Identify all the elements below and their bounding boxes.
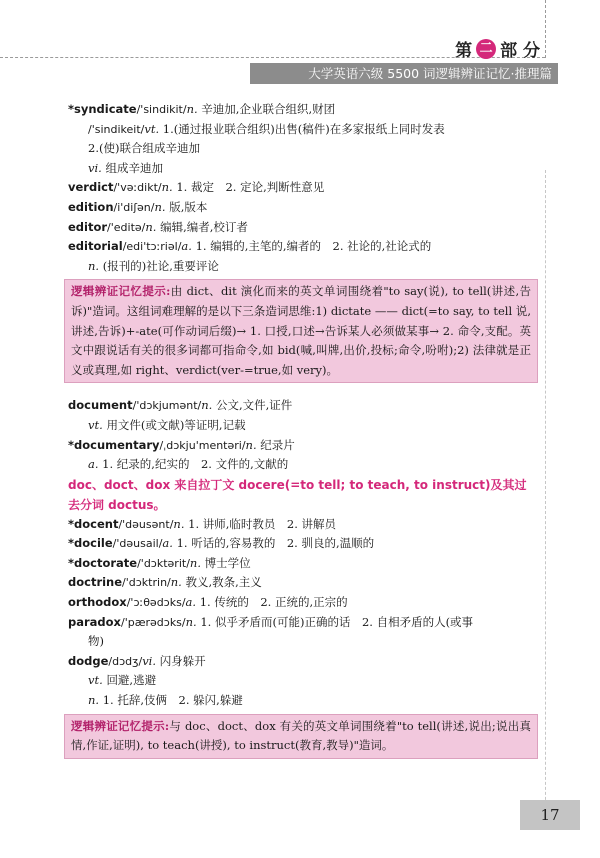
pronunciation: /'dəusail/ <box>112 537 163 551</box>
part-of-speech: n. <box>154 199 166 214</box>
entry-group-doc <box>68 515 538 711</box>
part-of-speech: vt. <box>88 673 103 688</box>
definition: 闪身躲开 <box>159 653 206 668</box>
dictionary-entry-line <box>68 554 538 574</box>
part-of-speech: n. <box>186 102 198 116</box>
part-of-speech: vt. <box>88 417 103 432</box>
dictionary-entry-line <box>68 237 538 257</box>
tip-text: 由 dict、dit 演化而来的英文单词围绕着"to say(说), to tell(讲述,告诉)"造词。这组词难理解的是以下三条造词思维:1) dictate —— dict(=to say, to tell 说,讲述,告诉)+-ate(可作动词后缀)→ 1. 口授,口述→告诉某人必须做某事→ 2. 命令,支配。英文中跟说话有关的很多词都可指命令,如 bid(喊,叫牌,出价,投标;命令,吩咐);2) 法律就是正义或真理,如 right、verdict(ver-=true,如 very)。 <box>71 284 531 377</box>
definition: 1. 听话的,容易教的 2. 驯良的,温顺的 <box>176 536 375 551</box>
definition: 物) <box>88 634 104 649</box>
definition: 版,版本 <box>169 199 208 214</box>
pronunciation: /'vəːdikt/ <box>113 181 162 195</box>
part-of-speech: n. <box>170 575 182 590</box>
part-number-badge: 二 <box>476 39 496 59</box>
definition: 公文,文件,证件 <box>215 398 293 413</box>
headword: paradox <box>68 614 121 629</box>
pronunciation: /'sindikeit/ <box>88 122 145 136</box>
dictionary-entry-line <box>68 593 538 613</box>
tip-text: 与 doc、doct、dox 有关的英文单词围绕着"to tell(讲述,说出;说出真情,作证,证明), to teach(讲授), to instruct(教育,教导)"造词。 <box>71 718 531 753</box>
headword: *syndicate <box>68 102 137 116</box>
dictionary-entry-line <box>68 652 538 672</box>
dictionary-entry-line <box>68 691 538 711</box>
headword: edition <box>68 199 114 214</box>
pronunciation: /'ɔːθədɔks/ <box>126 596 186 610</box>
part-of-speech: a. <box>162 536 173 551</box>
part-of-speech: vi. <box>88 160 102 175</box>
dictionary-entry-line <box>68 613 538 633</box>
dictionary-entry-line <box>68 100 538 120</box>
book-title-banner: 大学英语六级 5500 词逻辑辨证记忆·推理篇 <box>250 63 558 84</box>
dictionary-entry-line <box>68 257 538 277</box>
part-of-speech: n. <box>201 398 213 413</box>
memory-tip-box <box>64 279 538 383</box>
dictionary-entry-line <box>68 436 538 456</box>
definition: (报刊的)社论,重要评论 <box>102 258 219 273</box>
part-of-speech: a. <box>181 239 192 254</box>
pronunciation: /'sindikit/ <box>136 103 187 116</box>
dictionary-entry-line <box>68 632 538 652</box>
headword: editorial <box>68 239 123 254</box>
part-of-speech: n. <box>173 516 185 531</box>
definition: 1. 编辑的,主笔的,编者的 2. 社论的,社论式的 <box>195 239 432 254</box>
part-of-speech: n. <box>189 555 201 570</box>
headword: doctrine <box>68 575 123 590</box>
dictionary-entry-line <box>68 573 538 593</box>
headword: *doctorate <box>68 555 138 570</box>
page-content <box>68 100 538 763</box>
definition: 1.(通过报业联合组织)出售(稿件)在多家报纸上同时发表 <box>162 121 445 136</box>
headword: *docile <box>68 536 113 551</box>
definition: 1. 托辞,伎俩 2. 躲闪,躲避 <box>102 693 243 708</box>
part-of-speech: n. <box>88 258 100 273</box>
definition: 辛迪加,企业联合组织,财团 <box>201 102 336 116</box>
dictionary-entry-line <box>68 416 538 436</box>
headword: document <box>68 398 133 413</box>
part-of-speech: n. <box>88 693 100 708</box>
part-prefix: 第 <box>455 41 473 61</box>
root-heading: doc、doct、dox 来自拉丁文 docere(=to tell; to teach, to instruct)及其过去分词 doctus。 <box>68 477 527 512</box>
dictionary-entry-line <box>68 159 538 179</box>
pronunciation: /'pærədɔks/ <box>120 615 186 629</box>
headword: verdict <box>68 180 114 195</box>
corner-dashed-rule <box>545 0 546 58</box>
pronunciation: /dɔdʒ/ <box>108 654 143 668</box>
part-of-speech: n. <box>145 219 157 234</box>
definition: 组成辛迪加 <box>105 160 163 175</box>
part-of-speech: n. <box>161 180 173 195</box>
memory-tip-box <box>64 714 538 759</box>
entry-group-dict <box>68 100 538 276</box>
part-of-speech: n. <box>185 614 197 629</box>
definition: 1. 裁定 2. 定论,判断性意见 <box>176 180 325 195</box>
definition: 博士学位 <box>204 555 251 570</box>
headword: editor <box>68 219 108 234</box>
headword: *documentary <box>68 437 160 452</box>
definition: 1. 纪录的,纪实的 2. 文件的,文献的 <box>102 457 289 472</box>
part-of-speech: n. <box>245 437 257 452</box>
dictionary-entry-line <box>68 396 538 416</box>
page-number: 17 <box>520 800 580 830</box>
headword: *docent <box>68 516 119 531</box>
definition: 纪录片 <box>260 437 295 452</box>
definition: 教义,教条,主义 <box>185 575 262 590</box>
part-of-speech: vt. <box>144 121 160 136</box>
part-suffix: 部 分 <box>500 41 540 61</box>
entry-group-document <box>68 396 538 474</box>
headword: orthodox <box>68 595 127 610</box>
pronunciation: /'dɔktərit/ <box>137 556 190 570</box>
dictionary-entry-line <box>68 455 538 475</box>
definition: 回避,逃避 <box>106 673 157 688</box>
pronunciation: /i'diʃən/ <box>113 200 155 214</box>
pronunciation: /ˌdɔkju'mentəri/ <box>159 438 246 452</box>
tip-label: 逻辑辨证记忆提示: <box>71 718 170 733</box>
margin-dashed-rule <box>545 170 546 830</box>
dictionary-entry-line <box>68 139 538 159</box>
dictionary-entry-line <box>68 534 538 554</box>
definition: 用文件(或文献)等证明,记载 <box>106 417 246 432</box>
definition: 2.(使)联合组成辛迪加 <box>88 141 200 156</box>
headword: dodge <box>68 653 109 668</box>
pronunciation: /'dəusənt/ <box>118 517 174 531</box>
tip-label: 逻辑辨证记忆提示: <box>71 284 171 299</box>
dictionary-entry-line <box>68 515 538 535</box>
dictionary-entry-line <box>68 671 538 691</box>
pronunciation: /'dɔkjumənt/ <box>132 399 202 413</box>
definition: 1. 似乎矛盾而(可能)正确的话 2. 自相矛盾的人(或事 <box>200 614 474 629</box>
dictionary-entry-line <box>68 198 538 218</box>
pronunciation: /'editə/ <box>107 220 146 234</box>
definition: 编辑,编者,校订者 <box>160 219 248 234</box>
part-label <box>455 36 540 61</box>
part-of-speech: a. <box>88 457 99 472</box>
pronunciation: /edi'tɔːriəl/ <box>122 240 182 254</box>
definition: 1. 讲师,临时教员 2. 讲解员 <box>188 516 337 531</box>
dictionary-entry-line <box>68 120 538 140</box>
part-of-speech: vi. <box>142 653 157 668</box>
pronunciation: /'dɔktrin/ <box>122 576 171 590</box>
dictionary-entry-line <box>68 218 538 238</box>
part-of-speech: a. <box>185 595 197 610</box>
dictionary-entry-line <box>68 178 538 198</box>
definition: 1. 传统的 2. 正统的,正宗的 <box>199 595 348 610</box>
